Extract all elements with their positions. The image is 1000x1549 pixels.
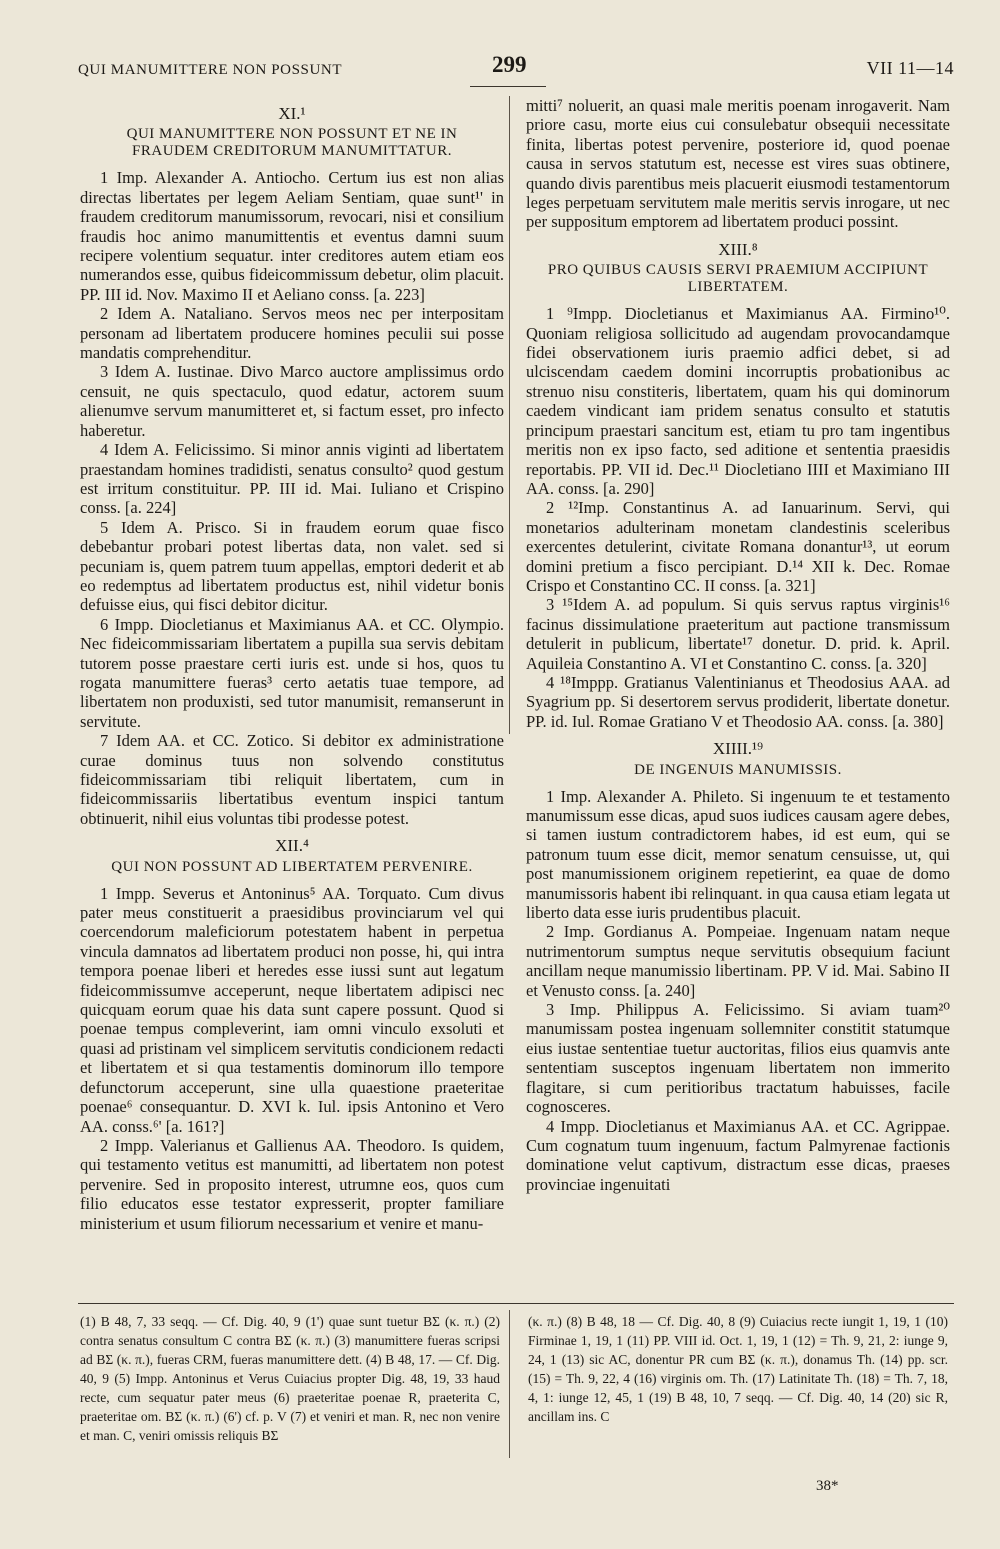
- column-separator: [509, 96, 510, 734]
- running-header: [78, 52, 954, 86]
- signature-mark: 38*: [816, 1478, 839, 1494]
- footnote-rule: [78, 1303, 954, 1304]
- law-14-3: 3 Imp. Philippus A. Felicissimo. Si aviam tuam²⁰ manumissam postea ingenuam sollemniter constitit statumque eius iustae sententiae tuetur auctoritas, filios eius quamvis ante sententiam susceptos ingenuam libertatem non immerito flagitare, si cum peritioribus tractatum habuisses, facile cognosceres.: [526, 1000, 950, 1117]
- right-column: [526, 96, 950, 1194]
- law-14-4: 4 Impp. Diocletianus et Maximianus AA. et CC. Agrippae. Cum cognatum tuum ingenuum, factum Palmyrenae factionis dominatione velut captivum, distractum esse dicas, praeses provinciae ingenuitati: [526, 1116, 950, 1194]
- law-12-2-continued: mitti⁷ noluerit, an quasi male meritis poenam inrogaverit. Nam priore casu, morte eius cui consulebatur obsequii necessitate finita, libertas potest pervenire, posteriore id, quod poenae causa in servos statutum est, necesse est vires suas obtinere, quando divis parentibus meis placuerit eiusmodi testamentorum leges perpetuam servitutem male meritis servis inrogare, ut nec per suppositum emptorem ad libertatem produci possint.: [526, 96, 950, 232]
- title-14-heading: DE INGENUIS MANUMISSIS.: [634, 761, 842, 778]
- law-11-5: 5 Idem A. Prisco. Si in fraudem eorum quae fisco debebantur probari potest libertas data, non valet. sed si pecuniam is, quem patrem tuum appellas, emptori dederit et ab eo redemptus ad libertatem productus est, nihil videtur bonis defuisse eius, qui fisci debitor dicitur.: [80, 517, 504, 615]
- law-14-2: 2 Imp. Gordianus A. Pompeiae. Ingenuam natam neque nutrimentorum sumptus neque servitutis obsequium faciunt ancillam neque manumissio libertinam. PP. V id. Mai. Sabino II et Venusto conss. [a. 240]: [526, 922, 950, 1000]
- law-11-2: 2 Idem A. Nataliano. Servos meos nec per interpositam personam ad libertatem producere homines peculii sui posse mandatis comprehenditur.: [80, 304, 504, 363]
- law-11-7: 7 Idem AA. et CC. Zotico. Si debitor ex administratione curae dominus tuus non solvendo constitutus fideicommissariam tibi reliquit libertatem, cum in fideicommissariis libertatibus eventum inspici tantum obtinuerit, nihil eius voluntas tibi prodesse potest.: [80, 731, 504, 828]
- page-number-rule: [470, 86, 546, 87]
- law-11-3: 3 Idem A. Iustinae. Divo Marco auctore amplissimus ordo censuit, ne quis spectaculo, quod edatur, actorem suum alienumve servum manumitteret et, si factum esset, pro infecto haberetur.: [80, 362, 504, 440]
- title-14-number: XIIII.¹⁹: [712, 739, 764, 759]
- title-11-number: XI.¹: [278, 104, 306, 123]
- footnotes-right: (κ. π.) (8) B 48, 18 — Cf. Dig. 40, 8 (9) Cuiacius recte iungit 1, 19, 1 (10) Firminae 1, 19, 1 (11) PP. VIII id. Oct. 1, 19, 1 (12) = Th. 9, 21, 2: iunge 9, 24, 1 (13) sic AC, donentur PR cum BΣ (κ. π.), donamus Th. (14) pp. scr. (15) = Th. 9, 22, 4 (16) virginis om. Th. (17) Latinitate Th. (18) = Th. 7, 18, 4, 1: iunge 12, 45, 1 (19) B 48, 10, 7 seqq. — Cf. Dig. 40, 14 (20) sic R, ancillam ins. C: [528, 1314, 948, 1424]
- footnotes-left: (1) B 48, 7, 33 seqq. — Cf. Dig. 40, 9 (1') quae sunt tuetur BΣ (κ. π.) (2) contra senatus consultum C contra BΣ (κ. π.) (3) manumittere fueras scripsi ad BΣ (κ. π.), fueras CRM, fueras manumittere dett. (4) B 48, 17. — Cf. Dig. 40, 9 (5) Impp. Antoninus et Verus Cuiacius propter Dig. 48, 19, 33 haud recte, cum sequatur pater meus (6) praeteritae poenae R, praeterita C, praeteritae om. BΣ (κ. π.) (6') cf. p. V (7) et veniri et man. R, nec non venire et man. C, veniri omissis reliquis BΣ: [80, 1314, 500, 1443]
- law-13-1: 1 ⁹Impp. Diocletianus et Maximianus AA. Firmino¹⁰. Quoniam religiosa sollicitudo ad augendam provocandamque fidei observationem iuris praemio adfici debet, si ad ulciscendam caedem domini incorruptis probationibus ac strenuo nisu constiteris, libertatem, quam his qui dominorum caedem vindicant iam pridem senatus consulto et statutis principum praestari sancitum est, etiam tu pro tam ingentibus meritis non ex ipso facto, sed aditione et sententia praesidis reportabis. PP. VII id. Dec.¹¹ Diocletiano IIII et Maximiano III AA. conss. [a. 290]: [526, 304, 950, 498]
- law-13-3: 3 ¹⁵Idem A. ad populum. Si quis servus raptus virginis¹⁶ facinus dissimulatione praeteritum aut pactione transmissum detulerit in publicum, libertate¹⁷ donetur. D. prid. k. April. Aquileia Constantino A. VI et Constantino C. conss. [a. 320]: [526, 595, 950, 673]
- title-12-number: XII.⁴: [275, 836, 309, 856]
- page-number: 299: [492, 52, 527, 77]
- law-13-2: 2 ¹²Imp. Constantinus A. ad Ianuarinum. Servi, qui monetarios adulterinam monetam clandestinis sceleribus exercentes detulerint, civitate Romana donantur¹³, ut eorum domini pretium a fisco percipiant. D.¹⁴ XII k. Dec. Romae Crispo et Constantino CC. II conss. [a. 321]: [526, 498, 950, 595]
- law-12-1: 1 Impp. Severus et Antoninus⁵ AA. Torquato. Cum divus pater meus constituerit a praesidibus provinciarum vel qui coercendorum maleficiorum potestatem habent in perpetua vincula damnatos ad libertatem produci non posse, hi, qui intra tempora poenae liberi et heredes esse iussi sunt aut legatum fideicommissumve acceperunt, neque libertatem adipisci nec quicquam eorum quae his data sunt capere possunt. Quod si poenae tempus compleverint, iam omni vinculo exsoluti et quasi ad pristinam vel simplicem servitutis condicionem redacti et libertatem et si qua testamentis dominorum illo tempore defunctorum acceperunt, sine ulla quaestione praeteritae poenae⁶ consequantur. D. XVI k. Iul. ipsis Antonino et Vero AA. conss.⁶' [a. 161?]: [80, 883, 504, 1136]
- law-12-2: 2 Impp. Valerianus et Gallienus AA. Theodoro. Is quidem, qui testamento vetitus est manumitti, ad libertatem non potest pervenire. Sed in proposito interest, utrumne eos, quos cum filio educatos esse testator expresserit, propter familiare ministerium et usum filiorum necessarium et venire et manu-: [80, 1135, 504, 1233]
- law-11-1: 1 Imp. Alexander A. Antiocho. Certum ius est non alias directas libertates per legem Aeliam Sentiam, quae sunt¹' in fraudem creditorum manumissorum, revocari, nisi et consilium fraudis hoc animo manumittentis et eventus damni suum recipere volentium sequatur. inter creditores autem etiam eos numerandos esse, quibus fideicommissum debetur, olim placuit. PP. III id. Nov. Maximo II et Aeliano conss. [a. 223]: [80, 168, 504, 304]
- title-13-number: XIII.⁸: [718, 239, 758, 259]
- law-13-4: 4 ¹⁸Imppp. Gratianus Valentinianus et Theodosius AAA. ad Syagrium pp. Si desertorem servus prodiderit, libertate donetur. PP. id. Iul. Romae Gratiano V et Theodosio AA. conss. [a. 380]: [526, 672, 950, 731]
- running-title: QUI MANUMITTERE NON POSSUNT: [78, 62, 343, 78]
- title-12-heading: QUI NON POSSUNT AD LIBERTATEM PERVENIRE.: [111, 858, 473, 875]
- law-11-4: 4 Idem A. Felicissimo. Si minor annis viginti ad libertatem praestandam homines tradidisti, senatus consulto² quod gestum est irritum constituitur. PP. III id. Mai. Iuliano et Crispino conss. [a. 224]: [80, 440, 504, 518]
- section-range: VII 11—14: [866, 58, 954, 78]
- footnote-separator: [509, 1310, 510, 1458]
- left-column: [80, 96, 504, 1233]
- title-11-heading: QUI MANUMITTERE NON POSSUNT ET NE IN FRAUDEM CREDITORUM MANUMITTATUR.: [126, 126, 458, 160]
- law-11-6: 6 Impp. Diocletianus et Maximianus AA. et CC. Olympio. Nec fideicommissariam libertatem a pupilla sua servis debitam tutorem posse praestare certi iuris est. unde si hos, quos tu rogata manumittere fueras³ certo aetatis tuae tempore, ad libertatem non produxisti, sed tutor manumisit, remanserunt in servitute.: [80, 614, 504, 731]
- law-14-1: 1 Imp. Alexander A. Phileto. Si ingenuum te et testamento manumissum esse dicas, apud suos iudices causam agere debes, si tamen iustum contradictorem habes, id est eum, qui se patronum tuum esse dicit, memor senatum censuisse, ut, qui post manumissionem originem repetierint, ea quae de domo manumissoris habent ibi relinquant. in qua causa etiam legata ut liberto data esse iuris prudentibus placuit.: [526, 786, 950, 923]
- title-13-heading: PRO QUIBUS CAUSIS SERVI PRAEMIUM ACCIPIUNT LIBERTATEM.: [547, 262, 929, 296]
